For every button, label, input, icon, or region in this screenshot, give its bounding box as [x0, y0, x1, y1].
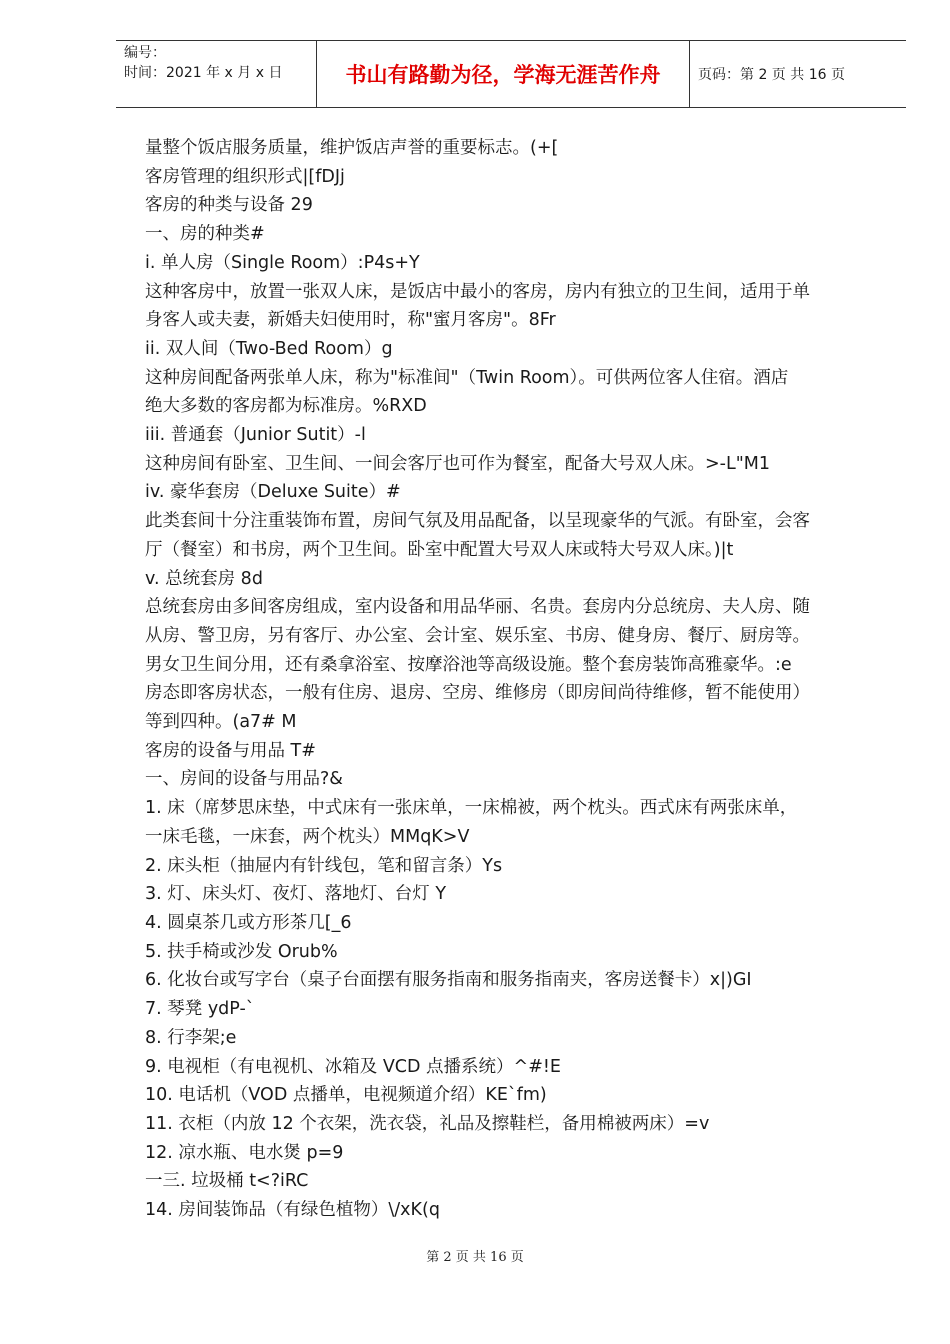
document-body — [145, 134, 880, 1225]
body-line: 8. 行李架;e — [145, 1027, 237, 1048]
body-line: 一床毛毯，一床套，两个枕头）MMqK>V — [145, 826, 470, 847]
body-line: 14. 房间装饰品（有绿色植物）\/xK(q — [145, 1200, 440, 1221]
header-motto: 书山有路勤为径，学海无涯苦作舟 — [316, 41, 690, 107]
body-line: 绝大多数的客房都为标准房。%RXD — [145, 396, 427, 417]
body-line: 2. 床头柜（抽屉内有针线包，笔和留言条）Ys — [145, 855, 503, 876]
body-line: 4. 圆桌茶几或方形茶几[_6 — [145, 912, 352, 933]
page-header — [116, 40, 906, 108]
body-line: 一、房的种类# — [145, 224, 265, 245]
document-number-label: 编号： — [124, 45, 166, 61]
body-line: 总统套房由多间客房组成，室内设备和用品华丽、名贵。套房内分总统房、夫人房、随 — [145, 597, 810, 618]
body-line: 1. 床（席梦思床垫，中式床有一张床单，一床棉被，两个枕头。西式床有两张床单， — [145, 798, 798, 819]
page-footer: 第 2 页 共 16 页 — [426, 1250, 524, 1265]
body-line: v. 总统套房 8d — [145, 568, 263, 589]
body-line: 此类套间十分注重装饰布置，房间气氛及用品配备，以呈现豪华的气派。有卧室，会客 — [145, 511, 810, 532]
body-line: 12. 凉水瓶、电水煲 p=9 — [145, 1142, 344, 1163]
body-line: 11. 衣柜（内放 12 个衣架，洗衣袋，礼品及擦鞋栏，备用棉被两床）=v — [145, 1113, 710, 1134]
body-line: 一三. 垃圾桶 t<?iRC — [145, 1171, 309, 1192]
body-line: 一、房间的设备与用品?& — [145, 769, 343, 790]
header-meta — [116, 41, 316, 107]
body-line: i. 单人房（Single Room）:P4s+Y — [145, 252, 420, 273]
body-line: ii. 双人间（Two-Bed Room）g — [145, 338, 393, 359]
body-line: 6. 化妆台或写字台（桌子台面摆有服务指南和服务指南夹，客房送餐卡）x|)GI — [145, 970, 752, 991]
body-line: 客房的种类与设备 29 — [145, 195, 313, 216]
body-line: 量整个饭店服务质量，维护饭店声誉的重要标志。(+[ — [145, 138, 559, 158]
document-time-label: 时间：2021 年 x 月 x 日 — [124, 65, 283, 81]
body-line: 客房的设备与用品 T# — [145, 740, 316, 761]
body-line: 5. 扶手椅或沙发 Orub% — [145, 941, 338, 962]
body-line: 房态即客房状态，一般有住房、退房、空房、维修房（即房间尚待维修，暂不能使用） — [145, 683, 810, 704]
body-line: 10. 电话机（VOD 点播单，电视频道介绍）KE`fm) — [145, 1085, 547, 1106]
body-line: 这种房间有卧室、卫生间、一间会客厅也可作为餐室，配备大号双人床。>-L"M1 — [145, 453, 771, 474]
body-line: 身客人或夫妻，新婚夫妇使用时，称"蜜月客房"。8Fr — [145, 310, 556, 331]
body-line: 客房管理的组织形式|[fDJj — [145, 166, 345, 187]
body-line: 这种房间配备两张单人床，称为"标准间"（Twin Room）。可供两位客人住宿。酒店 — [145, 367, 789, 388]
body-line: 7. 琴凳 ydP-` — [145, 999, 255, 1020]
body-line: 9. 电视柜（有电视机、冰箱及 VCD 点播系统）^#!E — [145, 1056, 561, 1077]
body-line: 等到四种。(a7# M — [145, 712, 297, 733]
body-line: iv. 豪华套房（Deluxe Suite）# — [145, 482, 401, 503]
body-line: 3. 灯、床头灯、夜灯、落地灯、台灯 Y — [145, 884, 447, 905]
body-line: 这种客房中，放置一张双人床，是饭店中最小的客房，房内有独立的卫生间，适用于单 — [145, 281, 810, 302]
body-line: 男女卫生间分用，还有桑拿浴室、按摩浴池等高级设施。整个套房装饰高雅豪华。:e — [145, 654, 792, 675]
body-line: 从房、警卫房，另有客厅、办公室、会计室、娱乐室、书房、健身房、餐厅、厨房等。 — [145, 625, 810, 646]
body-line: 厅（餐室）和书房，两个卫生间。卧室中配置大号双人床或特大号双人床。)|t — [145, 539, 734, 560]
body-line: iii. 普通套（Junior Sutit）-l — [145, 425, 366, 446]
header-page-number: 页码：第 2 页 共 16 页 — [698, 67, 845, 83]
